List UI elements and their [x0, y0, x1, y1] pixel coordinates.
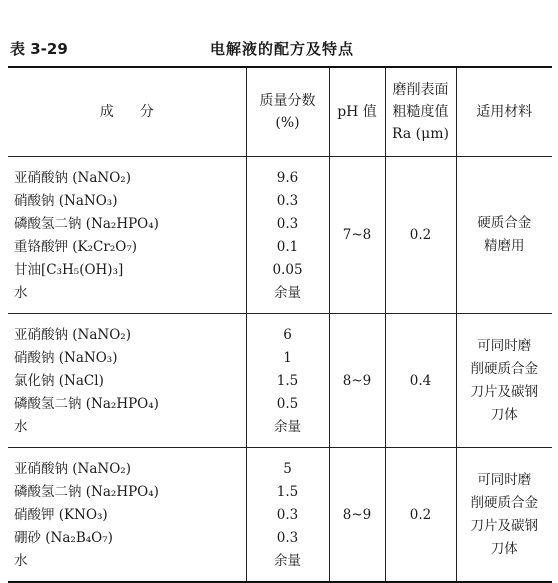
material-line: 精磨用	[484, 238, 525, 254]
component-item: 亚硝酸钠 (NaNO₂)	[14, 461, 131, 477]
component-item: 亚硝酸钠 (NaNO₂)	[14, 327, 131, 343]
ph-value: 7~8	[329, 157, 385, 314]
table-row	[8, 314, 552, 448]
component-item: 亚硝酸钠 (NaNO₂)	[14, 170, 131, 186]
component-item: 硼砂 (Na₂B₄O₇)	[14, 530, 113, 546]
electrolyte-table	[8, 66, 552, 583]
component-item: 水	[14, 285, 28, 301]
component-item: 水	[14, 553, 28, 569]
fraction-value: 5	[283, 461, 292, 477]
material-cell	[456, 448, 552, 583]
material-line: 硬质合金	[477, 215, 532, 231]
table-title: 电解液的配方及特点	[210, 40, 355, 58]
fraction-value: 1.5	[276, 484, 299, 500]
component-item: 氯化钠 (NaCl)	[14, 373, 104, 389]
material-cell	[456, 157, 552, 314]
fraction-cell	[246, 157, 329, 314]
component-item: 硝酸钾 (KNO₃)	[14, 507, 108, 523]
fraction-value: 0.5	[276, 396, 299, 412]
fraction-value: 0.05	[272, 262, 303, 278]
fraction-value: 0.3	[276, 193, 299, 209]
component-item: 水	[14, 419, 28, 435]
ph-value: 8~9	[329, 314, 385, 448]
component-item: 甘油[C₃H₅(OH)₃]	[14, 262, 124, 278]
component-cell	[8, 314, 246, 448]
component-item: 硝酸钠 (NaNO₃)	[14, 193, 118, 209]
fraction-value: 1.5	[276, 373, 299, 389]
header-component: 成分	[8, 67, 246, 157]
header-mass-fraction: 质量分数 (%)	[246, 67, 329, 157]
component-item: 磷酸氢二钠 (Na₂HPO₄)	[14, 216, 159, 232]
component-cell	[8, 448, 246, 583]
material-line: 刀片及碳钢	[470, 517, 538, 534]
component-cell	[8, 157, 246, 314]
fraction-value: 余量	[274, 553, 301, 569]
material-line: 刀片及碳钢	[470, 383, 538, 400]
fraction-value: 9.6	[276, 170, 299, 186]
fraction-cell	[246, 314, 329, 448]
fraction-value: 6	[283, 327, 292, 343]
header-roughness: 磨削表面 粗糙度值 Ra (μm)	[385, 67, 456, 157]
material-line: 削硬质合金	[470, 360, 538, 377]
component-item: 磷酸氢二钠 (Na₂HPO₄)	[14, 396, 159, 412]
header-row	[8, 67, 552, 157]
header-ph: pH 值	[329, 67, 385, 157]
component-item: 硝酸钠 (NaNO₃)	[14, 350, 118, 366]
material-line: 可同时磨	[477, 337, 532, 354]
table-caption	[0, 36, 558, 62]
fraction-cell	[246, 448, 329, 583]
fraction-value: 1	[283, 350, 292, 366]
table-row	[8, 448, 552, 583]
material-line: 刀体	[490, 540, 518, 557]
header-material: 适用材料	[456, 67, 552, 157]
component-item: 磷酸氢二钠 (Na₂HPO₄)	[14, 484, 159, 500]
ph-value: 8~9	[329, 448, 385, 583]
fraction-value: 余量	[274, 419, 301, 435]
roughness-value: 0.2	[385, 157, 456, 314]
material-line: 削硬质合金	[470, 494, 538, 511]
fraction-value: 0.3	[276, 507, 299, 523]
fraction-value: 0.3	[276, 530, 299, 546]
fraction-value: 0.3	[276, 216, 299, 232]
table-row	[8, 157, 552, 314]
table-number: 表 3-29	[10, 40, 68, 58]
fraction-value: 余量	[274, 285, 301, 301]
roughness-value: 0.4	[385, 314, 456, 448]
material-line: 刀体	[490, 406, 518, 423]
fraction-value: 0.1	[276, 239, 299, 255]
component-item: 重铬酸钾 (K₂Cr₂O₇)	[14, 239, 137, 255]
material-line: 可同时磨	[477, 471, 532, 488]
material-cell	[456, 314, 552, 448]
roughness-value: 0.2	[385, 448, 456, 583]
